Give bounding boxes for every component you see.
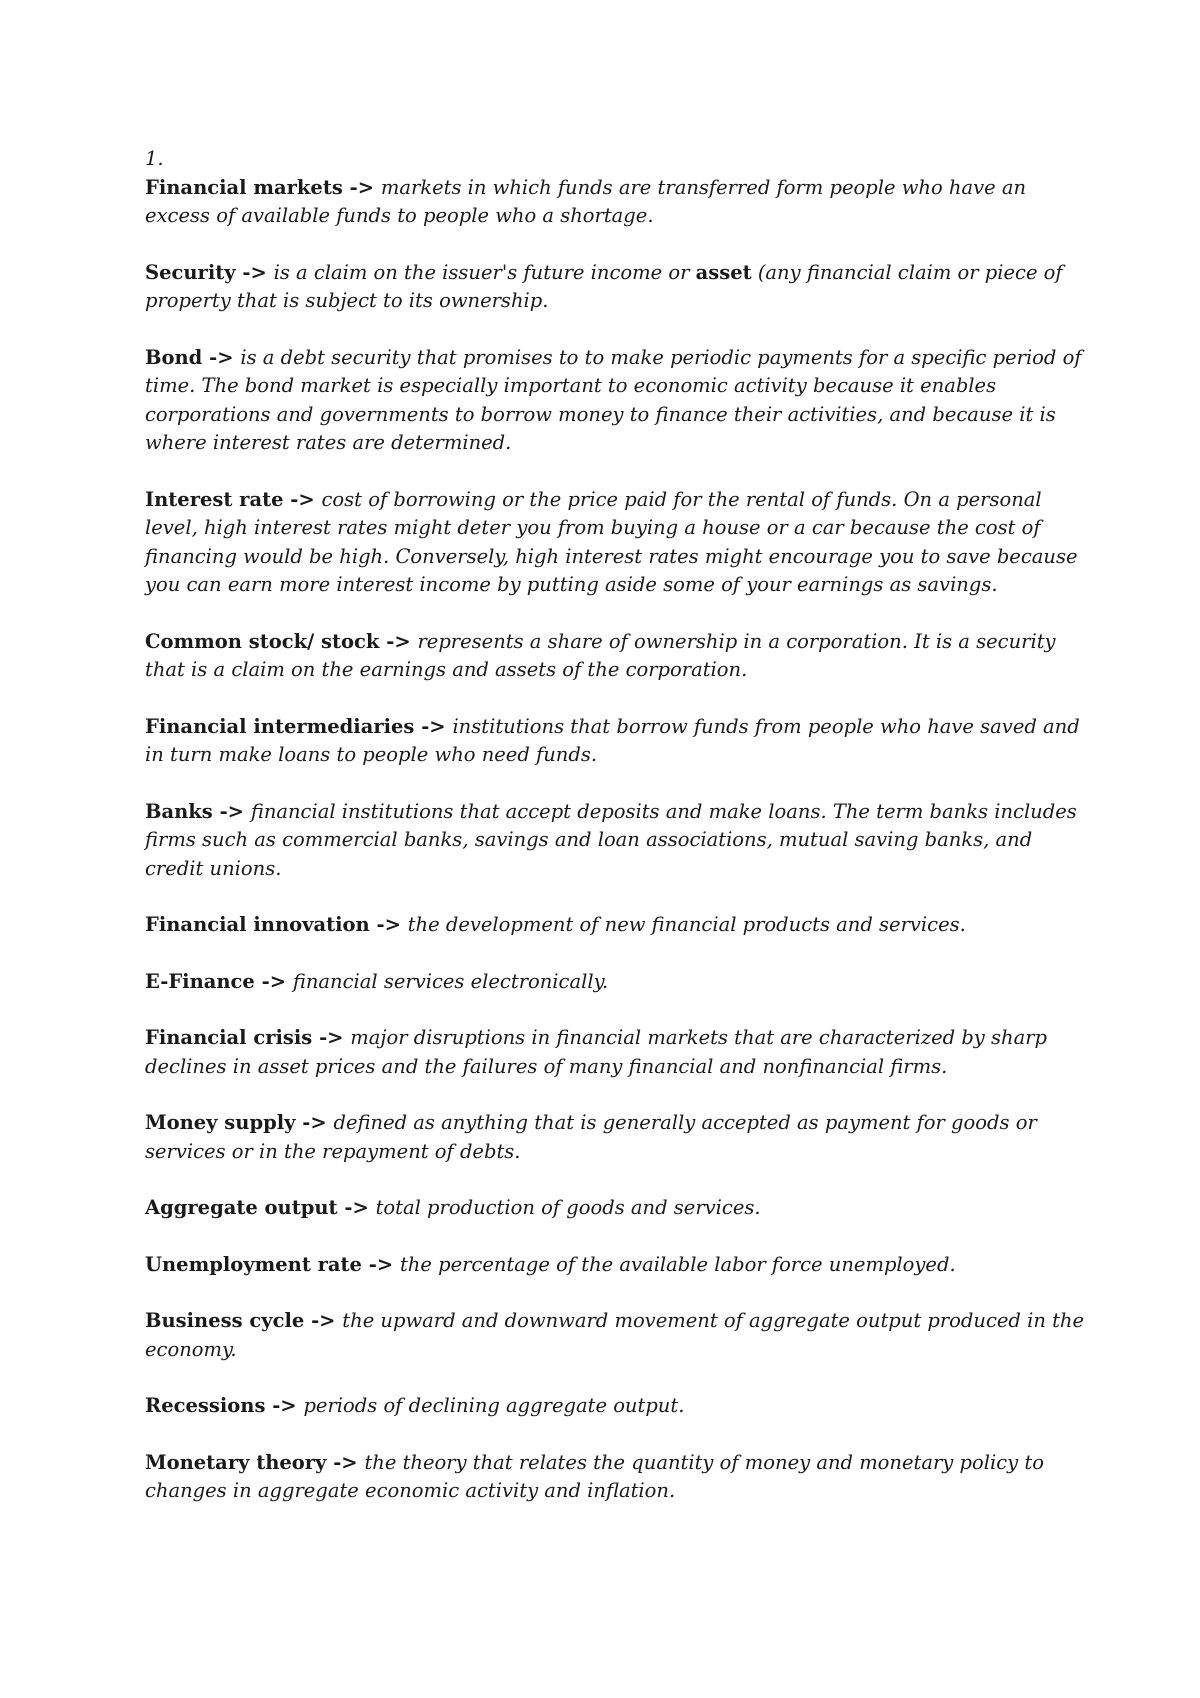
entry-money-supply xyxy=(145,1109,1085,1166)
inline-term-asset: asset xyxy=(695,260,752,284)
entry-common-stock xyxy=(145,628,1085,685)
entry-banks xyxy=(145,798,1085,884)
definition: defined as anything that is generally accepted as payment for goods or services or in the repayment of debts. xyxy=(145,1111,1037,1163)
document-page xyxy=(145,145,1085,1534)
definition: is a claim on the issuer's future income or xyxy=(273,260,696,284)
arrow: -> xyxy=(254,969,293,993)
definition: the percentage of the available labor force unemployed. xyxy=(399,1252,956,1276)
term: Financial crisis xyxy=(145,1026,313,1049)
arrow: -> xyxy=(202,345,241,369)
arrow: -> xyxy=(326,1450,365,1474)
entry-unemployment-rate xyxy=(145,1251,1085,1280)
arrow: -> xyxy=(369,913,408,936)
entry-business-cycle xyxy=(145,1307,1085,1364)
arrow: -> xyxy=(379,629,418,653)
arrow: -> xyxy=(337,1196,376,1219)
term: Unemployment rate xyxy=(145,1252,362,1276)
entry-monetary-theory xyxy=(145,1449,1085,1506)
definition: (any financial claim or piece of property that is subject to its ownership. xyxy=(145,260,1063,312)
entry-financial-intermediaries xyxy=(145,713,1085,770)
definition: the theory that relates the quantity of money and monetary policy to changes in aggregate economic activity and inflation. xyxy=(145,1450,1044,1502)
entry-e-finance xyxy=(145,968,1085,997)
term: Common stock/ stock xyxy=(145,629,380,653)
term: Banks xyxy=(145,799,213,823)
term: Business cycle xyxy=(145,1309,305,1332)
entry-financial-innovation xyxy=(145,911,1085,940)
term: Aggregate output xyxy=(145,1196,338,1219)
term: Financial markets xyxy=(145,175,343,199)
term: E-Finance xyxy=(145,969,255,993)
term: Interest rate xyxy=(145,487,284,511)
arrow: -> xyxy=(283,487,322,511)
definition: cost of borrowing or the price paid for the rental of funds. On a personal level, high interest rates might deter you from buying a house or a car because the cost of financing would be high. Conversely, high interest rates might encourage you to save because you can earn more interest income by putting aside some of your earnings as savings. xyxy=(145,487,1078,596)
definition: institutions that borrow funds from people who have saved and in turn make loans to people who need funds. xyxy=(145,714,1080,766)
page-number: 1. xyxy=(145,147,164,170)
definition: financial services electronically. xyxy=(292,969,609,993)
definition: markets in which funds are transferred form people who have an excess of available funds to people who a shortage. xyxy=(145,175,1027,227)
arrow: -> xyxy=(212,799,251,823)
entry-aggregate-output xyxy=(145,1194,1085,1223)
term: Financial intermediaries xyxy=(145,714,415,738)
entry-financial-crisis xyxy=(145,1024,1085,1081)
arrow: -> xyxy=(265,1394,304,1417)
entry-bond xyxy=(145,344,1085,458)
definition: is a debt security that promises to to make periodic payments for a specific period of time. The bond market is especially important to economic activity because it enables corporations and governments to borrow money to finance their activities, and because it is where interest rates are determined. xyxy=(145,345,1082,454)
arrow: -> xyxy=(361,1252,400,1276)
arrow: -> xyxy=(312,1026,351,1049)
entry-interest-rate xyxy=(145,486,1085,600)
definition: represents a share of ownership in a corporation. It is a security that is a claim on the earnings and assets of the corporation. xyxy=(145,629,1056,681)
arrow: -> xyxy=(295,1111,334,1134)
term: Bond xyxy=(145,345,203,369)
arrow: -> xyxy=(342,175,381,199)
definition: the development of new financial products and services. xyxy=(407,913,966,936)
arrow: -> xyxy=(304,1309,343,1332)
entry-recessions xyxy=(145,1392,1085,1421)
entry-financial-markets xyxy=(145,174,1085,231)
definition: periods of declining aggregate output. xyxy=(303,1394,685,1417)
term: Financial innovation xyxy=(145,913,370,936)
term: Money supply xyxy=(145,1111,296,1134)
term: Monetary theory xyxy=(145,1450,327,1474)
arrow: -> xyxy=(414,714,453,738)
entry-security xyxy=(145,259,1085,316)
definition: the upward and downward movement of aggregate output produced in the economy. xyxy=(145,1309,1085,1361)
definition: total production of goods and services. xyxy=(375,1196,761,1219)
term: Recessions xyxy=(145,1394,266,1417)
term: Security xyxy=(145,260,236,284)
arrow: -> xyxy=(235,260,274,284)
definition: major disruptions in financial markets that are characterized by sharp declines in asset prices and the failures of many financial and nonfinancial firms. xyxy=(145,1026,1048,1078)
definition: financial institutions that accept deposits and make loans. The term banks includes firms such as commercial banks, savings and loan associations, mutual saving banks, and credit unions. xyxy=(145,799,1077,880)
